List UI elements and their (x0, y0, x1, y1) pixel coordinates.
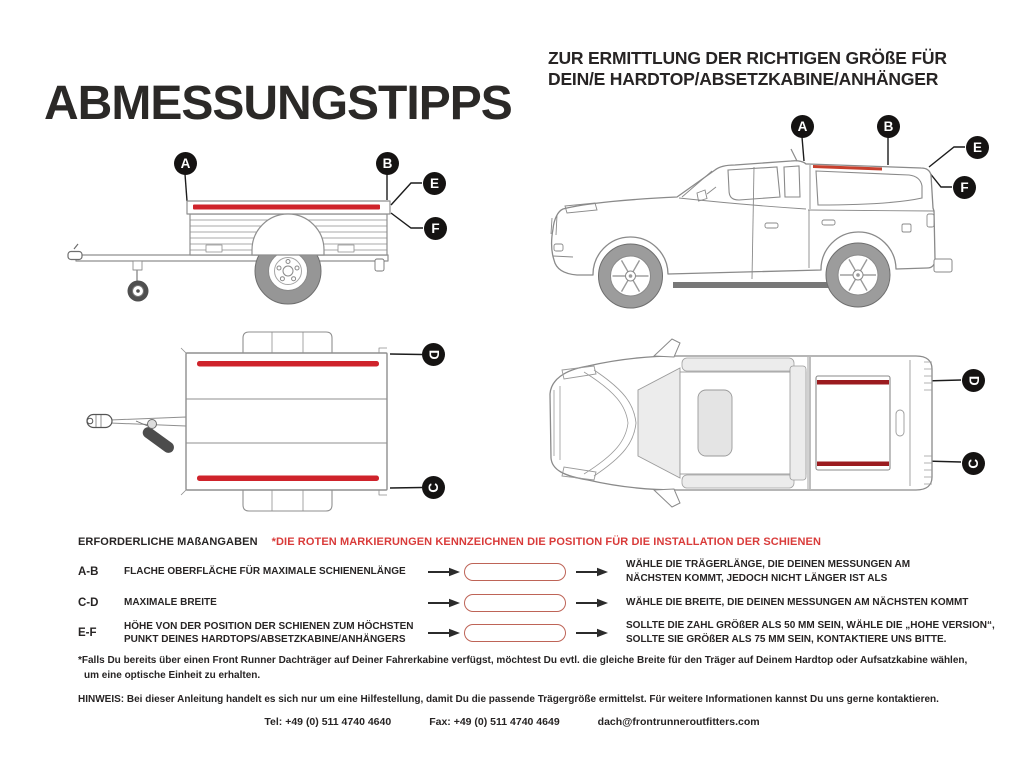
marker-f-trailer-side: F (424, 217, 447, 240)
row-instruction (608, 619, 1018, 647)
arrow-right-icon (428, 598, 460, 608)
footnote-line: *Falls Du bereits über einen Front Runner Dachträger auf Deiner Fahrerkabine verfügst, möchtest Du evtl. die gleiche Breite für den Träger auf Deinem Hardtop oder Aufsatzkabine wählen, (78, 655, 968, 666)
handbrake-lever (141, 425, 177, 455)
row-description-line: MAXIMALE BREITE (124, 596, 217, 608)
footnote-hinweis: HINWEIS: Bei dieser Anleitung handelt es sich nur um eine Hilfestellung, damit Du die passende Trägergröße ermittelst. Für weitere Informationen kannst Du uns gerne kontaktieren. (78, 694, 939, 705)
marker-f-truck-side: F (953, 176, 976, 199)
row-instruction-line: WÄHLE DIE TRÄGERLÄNGE, DIE DEINEN MESSUNGEN AM (626, 559, 911, 570)
measurement-row-cd (78, 589, 1018, 616)
row-key: A-B (78, 566, 99, 578)
arrow-right-icon (576, 567, 608, 577)
page-title: ABMESSUNGSTIPPS (44, 77, 512, 131)
row-description (124, 620, 428, 646)
measurement-input-ef[interactable] (464, 624, 566, 642)
marker-d-truck-top: D (962, 369, 985, 392)
red-markings-note: *DIE ROTEN MARKIERUNGEN KENNZEICHNEN DIE POSITION FÜR DIE INSTALLATION DER SCHIENEN (271, 536, 821, 548)
right-mirror (654, 489, 680, 507)
arrow-right-icon (576, 598, 608, 608)
row-instruction-line: SOLLTE SIE GRÖßER ALS 75 MM SEIN, KONTAKTIERE UNS BITTE. (626, 634, 947, 645)
truck-rear-wheel (826, 243, 890, 307)
truck-front-wheel (599, 244, 663, 308)
measurement-row-ef (78, 619, 1018, 647)
subtitle-line-1: ZUR ERMITTLUNG DER RICHTIGEN GRÖßE FÜR (548, 48, 947, 68)
row-description-line: FLACHE OBERFLÄCHE FÜR MAXIMALE SCHIENENLÄNGE (124, 566, 406, 578)
marker-d-trailer-top: D (422, 343, 445, 366)
row-instruction-line: SOLLTE DIE ZAHL GRÖßER ALS 50 MM SEIN, WÄHLE DIE „HOHE VERSION“, (626, 620, 995, 631)
row-instruction-line: WÄHLE DIE BREITE, DIE DEINEN MESSUNGEN AM NÄCHSTEN KOMMT (626, 596, 969, 608)
row-description-line: PUNKT DEINES HARDTOPS/ABSETZKABINE/ANHÄNGERS (124, 634, 406, 645)
row-description-line: HÖHE VON DER POSITION DER SCHIENEN ZUM HÖCHSTEN (124, 620, 414, 632)
row-instruction (608, 596, 1018, 610)
measurement-rows (78, 558, 1018, 650)
row-description (124, 596, 428, 609)
truck-bed (816, 376, 890, 470)
subtitle-line-2: DEIN/E HARDTOP/ABSETZKABINE/ANHÄNGER (548, 69, 939, 89)
sunroof (698, 390, 732, 456)
arrow-right-icon (428, 628, 460, 638)
footer-contact (0, 716, 1024, 728)
marker-e-trailer-side: E (423, 172, 446, 195)
footnote-asterisk (78, 653, 967, 683)
marker-e-truck-side: E (966, 136, 989, 159)
footer-email: dach@frontrunneroutfitters.com (597, 716, 760, 728)
rail-position-stripe-left (197, 361, 379, 367)
marker-b-truck-side: B (877, 115, 900, 138)
arrow-right-icon (428, 567, 460, 577)
left-mirror (654, 339, 680, 357)
trailer-top-view-illustration (40, 322, 460, 527)
marker-c-trailer-top: C (422, 476, 445, 499)
footnote-line: um eine optische Einheit zu erhalten. (84, 670, 261, 681)
bed-rail-stripe-left (817, 380, 889, 385)
row-description (124, 565, 428, 578)
measurement-row-ab (78, 558, 1018, 586)
row-key: E-F (78, 627, 97, 639)
row-key: C-D (78, 596, 99, 609)
measurement-input-ab[interactable] (464, 563, 566, 581)
rocker-panel (673, 282, 836, 288)
marker-c-truck-top: C (962, 452, 985, 475)
measurements-header (78, 536, 821, 548)
measurement-input-cd[interactable] (464, 594, 566, 612)
marker-a-truck-side: A (791, 115, 814, 138)
marker-b-trailer-side: B (376, 152, 399, 175)
rail-position-stripe (193, 205, 380, 210)
rail-position-stripe-right (197, 476, 379, 482)
page-subtitle (548, 48, 947, 90)
footer-fax: Fax: +49 (0) 511 4740 4649 (429, 716, 560, 728)
arrow-right-icon (576, 628, 608, 638)
footer-tel: Tel: +49 (0) 511 4740 4640 (264, 716, 392, 728)
bed-rail-stripe-right (817, 462, 889, 467)
row-instruction-line: NÄCHSTEN KOMMT, JEDOCH NICHT LÄNGER IST ALS (626, 573, 888, 584)
truck-side-view-illustration (525, 110, 1000, 315)
row-instruction (608, 558, 1018, 586)
measurements-title: ERFORDERLICHE MAßANGABEN (78, 536, 258, 548)
truck-top-view-illustration (528, 330, 1000, 525)
marker-a-trailer-side: A (174, 152, 197, 175)
